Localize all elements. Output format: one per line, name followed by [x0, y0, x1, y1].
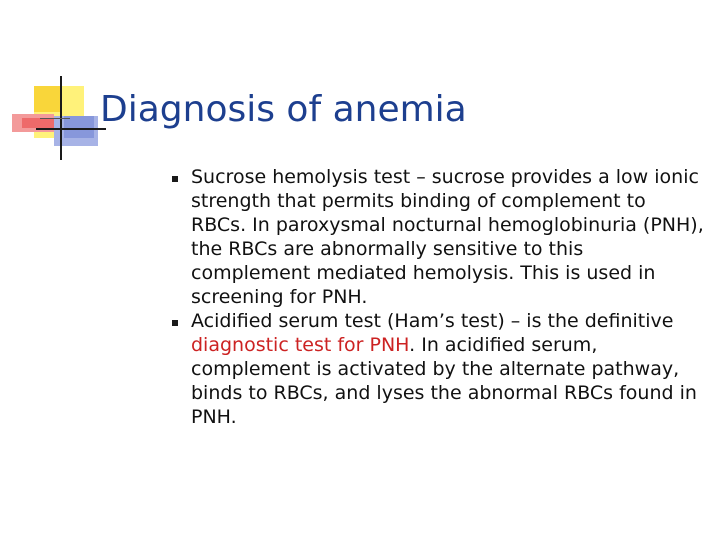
bullet-text-before: Acidified serum test (Ham’s test) – is the definitive [191, 310, 674, 332]
square-bullet-icon [172, 176, 178, 182]
logo-yellow-square-dark [34, 86, 60, 112]
logo-red-square-dark [22, 118, 58, 128]
logo-horizontal-line [36, 128, 106, 130]
slide-title: Diagnosis of anemia [100, 89, 467, 130]
highlighted-text: diagnostic test for PNH [191, 334, 410, 356]
bullet-item-sucrose-test [170, 165, 705, 309]
bullet-text-after: . In acidified serum, complement is activated by the alternate pathway, binds to RBCs, and lyses the abnormal RBCs found in PNH. [191, 334, 697, 428]
bullet-text [191, 309, 705, 429]
logo-blue-square-dark [64, 116, 94, 138]
bullet-text: Sucrose hemolysis test – sucrose provides a low ionic strength that permits binding of complement to RBCs. In paroxysmal nocturnal hemoglobinuria (PNH), the RBCs are abnormally sensitive to this complement mediated hemolysis. This is used in screening for PNH. [191, 166, 704, 308]
logo-thin-line [40, 118, 70, 119]
slide-logo-decoration [0, 0, 120, 170]
slide-body [170, 165, 705, 429]
square-bullet-icon [172, 320, 178, 326]
bullet-item-ham-test [170, 309, 705, 429]
